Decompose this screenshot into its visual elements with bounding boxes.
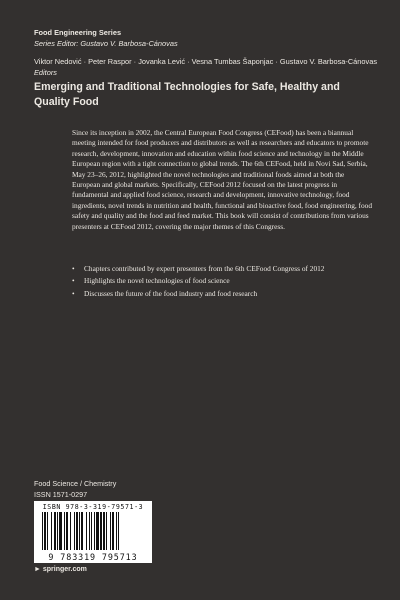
- editor-names: Viktor Nedović · Peter Raspor · Jovanka Lević · Vesna Tumbas Šaponjac · Gustavo V. Barbosa-Cánovas: [34, 57, 378, 66]
- editors-block: [34, 57, 377, 78]
- issn-number: ISSN 1571-0297: [34, 489, 88, 499]
- highlight-item: • Discusses the future of the food industry and food research: [72, 289, 372, 299]
- barcode-digits: 9 783319 795713: [48, 552, 138, 562]
- highlight-item: • Chapters contributed by expert presenters from the 6th CEFood Congress of 2012: [72, 264, 372, 274]
- subject-block: [34, 479, 116, 500]
- series-block: [34, 28, 178, 49]
- highlight-item: • Highlights the novel technologies of food science: [72, 276, 372, 286]
- book-title: Emerging and Traditional Technologies for Safe, Healthy and Quality Food: [34, 81, 340, 108]
- series-editor: Series Editor: Gustavo V. Barbosa-Cánovas: [34, 38, 178, 48]
- highlights-list: [72, 264, 372, 301]
- barcode-isbn: ISBN 978-3-319-79571-3: [42, 503, 144, 511]
- barcode: [34, 501, 152, 563]
- publisher-link[interactable]: ► springer.com: [34, 566, 87, 573]
- editors-role: Editors: [34, 67, 58, 77]
- subject-category: Food Science / Chemistry: [34, 479, 117, 488]
- description-paragraph: Since its inception in 2002, the Central European Food Congress (CEFood) has been a biannual meeting intended for food producers and distributors as well as researchers and educators to promote research, development, innovation and education within food science and technology in the Middle European region with a tight connection to global trends. The 6th CEFood, held in Novi Sad, Serbia, May 23–26, 2012, highlighted the novel technologies and traditional foods aimed at both the European and global markets. Specifically, CEFood 2012 focused on the latest progress in fundamental and applied food science, research and development, innovative technology, food ingredients, novel trends in nutrition and health, functional and bioactive food, food engineering, food safety and quality and the food and feed market. This book will consist of contributions from various presenters at CEFood 2012, covering the major themes of this Congress.: [72, 128, 372, 231]
- series-title: Food Engineering Series: [34, 28, 122, 37]
- barcode-bars: [42, 512, 144, 550]
